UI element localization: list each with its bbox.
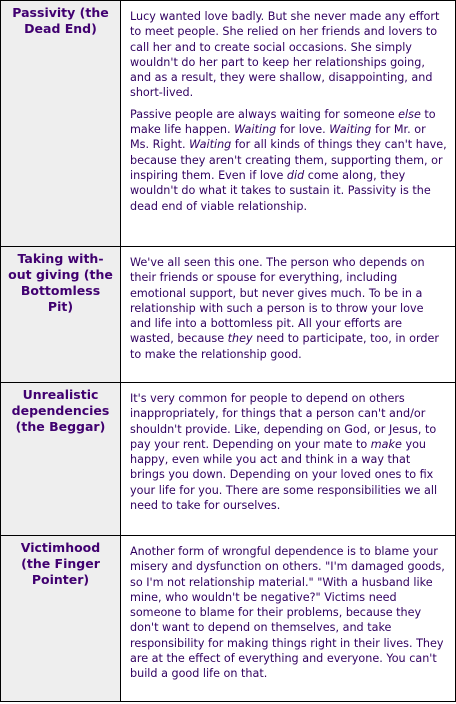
description-paragraph (130, 9, 448, 101)
emphasis-text: they (227, 332, 253, 346)
table-row (1, 247, 456, 383)
description-cell (121, 383, 456, 536)
description-cell (121, 247, 456, 383)
description-paragraph (130, 544, 448, 682)
body-text: for all kinds of things they can't have, because they aren't creating them, supporting them, or inspiring them. Even if love (130, 138, 447, 182)
body-text: Another form of wrongful dependence is to blame your misery and dysfunction on others. "I'm damaged goods, so I'm not relationship material." "With a husband like mine, who wouldn't be negative?" Victims need someone to blame for their problems, because they don't want to depend on themselves, and take responsibility for making things right in their lives. They are at the effect of everything and everyone. You can't build a good life on that. (130, 545, 445, 681)
table-row (1, 536, 456, 702)
emphasis-text: Waiting (234, 123, 277, 137)
body-text: need to participate, too, in order to make the relationship good. (130, 332, 439, 361)
description-cell (121, 536, 456, 702)
emphasis-text: did (286, 168, 305, 182)
term-cell: Passivity (the Dead End) (1, 1, 121, 247)
description-paragraph (130, 107, 448, 214)
body-text: for Mr. or Ms. Right. (130, 123, 426, 152)
body-text: come along, they wouldn't do what it takes to sustain it. Passivity is the dead end of viable relationship. (130, 168, 431, 213)
table-row (1, 383, 456, 536)
term-cell: Taking with-out giving (the Bottomless Pit) (1, 247, 121, 383)
description-paragraph (130, 391, 448, 513)
emphasis-text: make (370, 437, 402, 451)
body-text: It's very common for people to depend on others inappropriately, for things that a person can't and/or shouldn't provide. Like, depending on God, or Jesus, to pay your rent. Depending on your mate to (130, 392, 437, 451)
emphasis-text: Waiting (189, 138, 232, 152)
table-row (1, 1, 456, 247)
body-text: Lucy wanted love badly. But she never made any effort to meet people. She relied on her friends and lovers to call her and to create social occasions. She simply wouldn't do her part to keep her relationships going, and as a result, they were shallow, disappointing, and short-lived. (130, 10, 440, 100)
description-paragraph (130, 255, 448, 362)
emphasis-text: else (398, 107, 421, 121)
table-body (1, 1, 456, 702)
body-text: to make life happen. (130, 107, 436, 137)
body-text: We've all seen this one. The person who depends on their friends or spouse for everything, including emotional support, but never gives much. To be in a relationship with such a person is to throw your love and life into a bottomless pit. All your efforts are wasted, because (130, 256, 425, 346)
body-text: you happy, even while you act and think in a way that brings you down. Depending on your loved ones to fix your life for you. There are some responsibilities we all need to take for ourselves. (130, 437, 438, 513)
term-cell: Victimhood (the Finger Pointer) (1, 536, 121, 702)
term-cell: Unrealistic dependencies (the Beggar) (1, 383, 121, 536)
body-text: Passive people are always waiting for someone (130, 107, 399, 121)
emphasis-text: Waiting (329, 123, 372, 137)
body-text: for love. (276, 123, 330, 137)
description-cell (121, 1, 456, 247)
